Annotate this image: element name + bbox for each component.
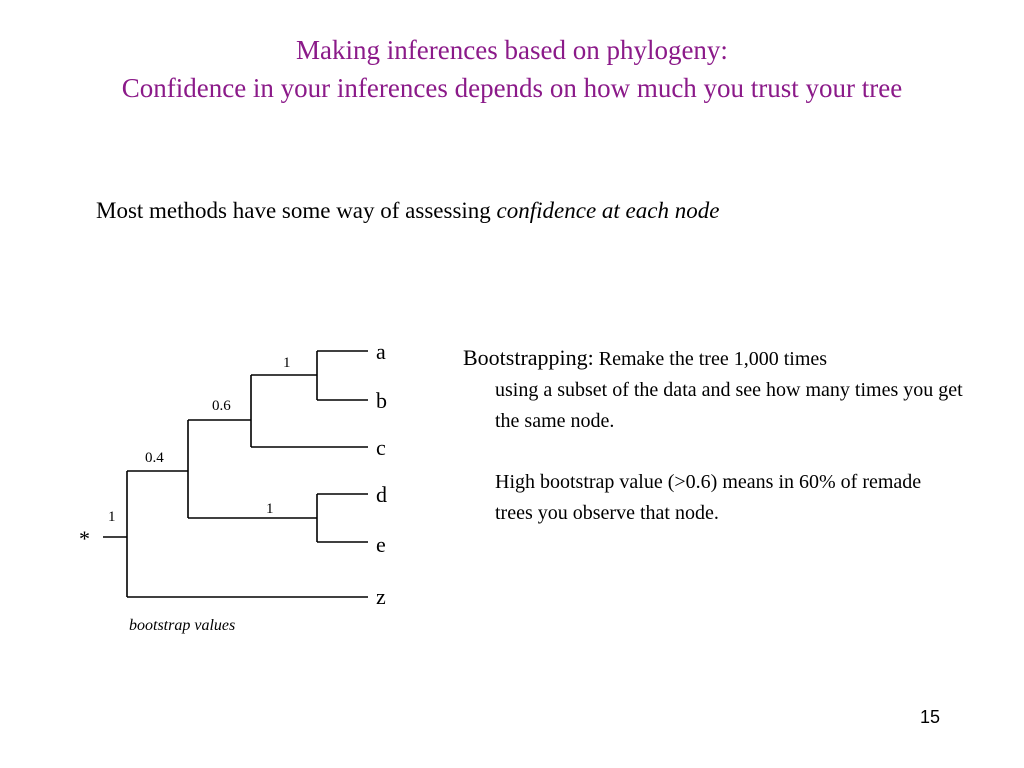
leaf-label-b: b <box>376 388 387 413</box>
leaf-label-a: a <box>376 339 386 364</box>
page-number: 15 <box>919 707 940 727</box>
bootstrap-ab: 1 <box>283 355 291 371</box>
subtitle-text: Most methods have some way of assessing <box>96 198 497 223</box>
bootstrapping-definition <box>463 342 963 375</box>
bootstrapping-definition-rest: using a subset of the data and see how many times you get the same node. <box>495 379 963 432</box>
leaf-label-d: d <box>376 482 387 507</box>
subtitle-emphasis: confidence at each node <box>496 198 720 223</box>
title-line-2: Confidence in your inferences depends on how much you trust your tree <box>121 73 903 103</box>
leaf-label-z: z <box>376 584 386 609</box>
bootstrapping-explanation <box>463 342 963 529</box>
bootstrap-abcde: 0.4 <box>145 450 164 466</box>
bootstrap-root: 1 <box>108 509 116 525</box>
bootstrapping-definition-first: Remake the tree 1,000 times <box>593 348 828 370</box>
bootstrapping-term: Bootstrapping: <box>463 345 594 370</box>
leaf-label-e: e <box>376 532 386 557</box>
bootstrap-caption: bootstrap values <box>129 617 236 634</box>
high-bootstrap-note: High bootstrap value (>0.6) means in 60% of remade trees you observe that node. <box>495 471 922 524</box>
title-line-1: Making inferences based on phylogeny: <box>296 35 728 65</box>
bootstrap-de: 1 <box>266 501 274 517</box>
bootstrap-abc: 0.6 <box>212 398 231 414</box>
root-marker: * <box>79 526 90 551</box>
leaf-label-c: c <box>376 435 386 460</box>
